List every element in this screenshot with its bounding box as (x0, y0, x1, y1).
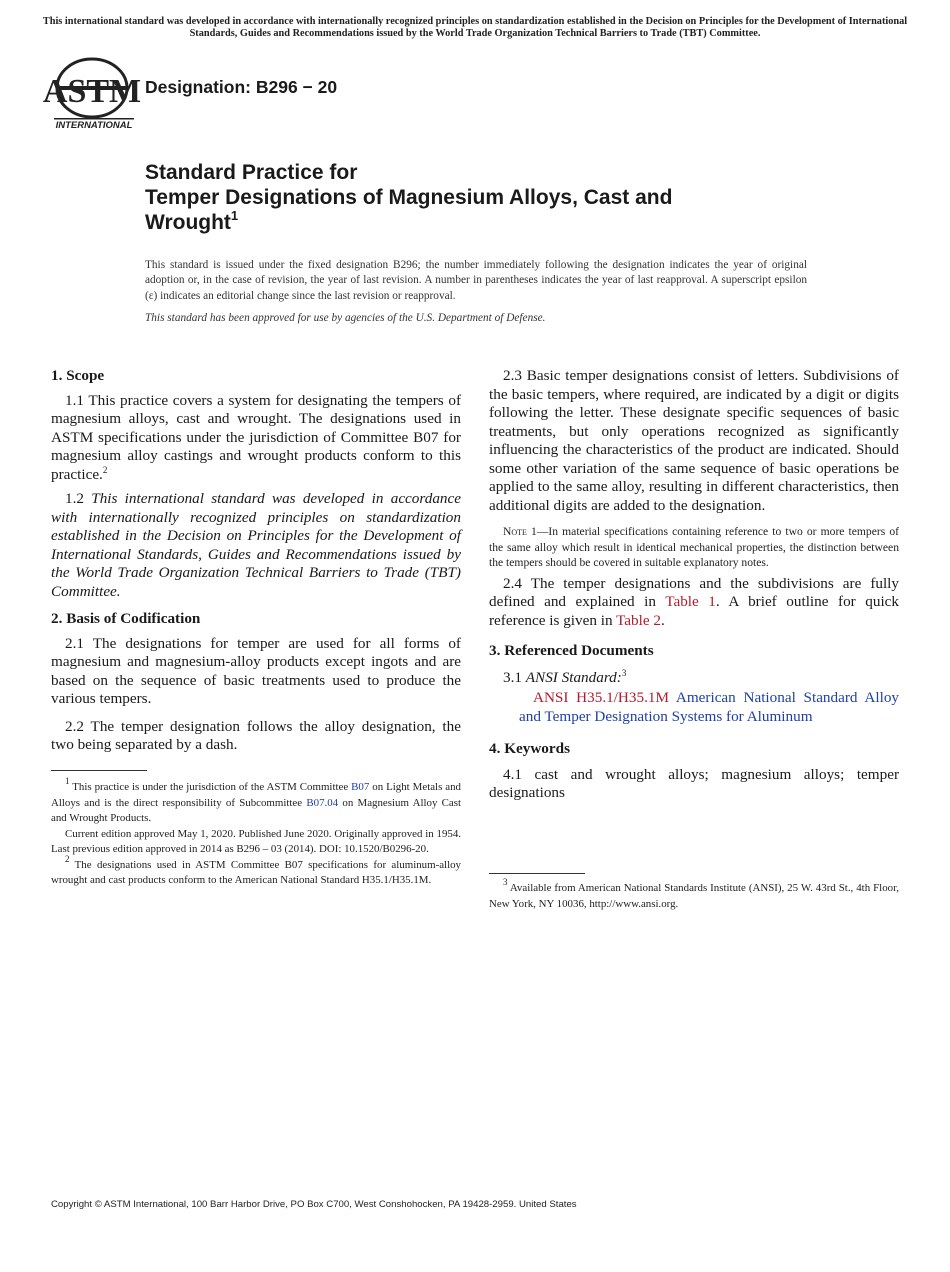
left-footnotes (51, 776, 462, 889)
right-footnotes (489, 877, 899, 912)
issue-statement: This standard is issued under the fixed designation B296; the number immediately following the designation indicates the year of original adoption or, in the case of revision, the year of last revision. A number in parentheses indicates the year of last reapproval. A superscript epsilon (ε) indicates an editorial change since the last revision or reapproval. (145, 259, 807, 302)
section-1-heading: 1. Scope (51, 367, 105, 384)
footnote-1-edition: Current edition approved May 1, 2020. Published June 2020. Originally approved in 1954. Last previous edition approved in 2014 as B296 – 03 (2014). DOI: 10.1520/B0296-20. (51, 827, 461, 855)
left-column (51, 367, 461, 761)
footnote-2: $^2$ The designations used in ASTM Committee B07 specifications for aluminum-alloy wrought and cast products conform to the American National Standard H35.1/H35.1M. (51, 853, 461, 886)
section-2-heading: 2. Basis of Codification (51, 610, 201, 627)
footnote-rule-right (489, 873, 585, 874)
astm-logo (42, 56, 142, 132)
footnote-3: $^3$ Available from American National Standards Institute (ANSI), 25 W. 43rd St., 4th Floor, New York, NY 10036, http://www.ansi.org. (489, 877, 899, 910)
right-column (489, 367, 899, 809)
copyright-footer: Copyright © ASTM International, 100 Barr Harbor Drive, PO Box C700, West Conshohocken, PA 19428-2959. United States (51, 1199, 577, 1210)
para-3-1: 3.1 ANSI Standard:$^3$ (503, 667, 627, 686)
header-notice: This international standard was developed in accordance with internationally recognized principles on standardization established in the Decision on Principles for the Development of International Standards, Guides and Recommendations issued by the World Trade Organization Technical Barriers to Trade (TBT) Committee. (42, 16, 908, 39)
logo-letters: ASTM (42, 73, 142, 110)
title-line-2: Temper Designations of Magnesium Alloys, Cast and (145, 186, 673, 209)
footnote-rule-left (51, 770, 147, 771)
designation: Designation: B296 − 20 (145, 77, 338, 97)
para-2-1: 2.1 The designations for temper are used for all forms of magnesium and magnesium-alloy products except ingots and are based on the sequence of basic treatments used to produce the various tempers. (51, 634, 461, 707)
para-2-4: 2.4 The temper designations and the subdivisions are fully defined and explained in Table 1. A brief outline for quick reference is given in Table 2. (489, 574, 900, 629)
link-table-1[interactable]: Table 1 (665, 593, 716, 610)
page-title (145, 160, 845, 235)
link-ansi-title[interactable]: American National Standard Alloy and Temper Designation Systems for Aluminum (519, 689, 900, 725)
para-2-2: 2.2 The temper designation follows the alloy designation, the two being separated by a dash. (51, 717, 461, 753)
title-footnote-mark[interactable]: 1 (230, 208, 239, 223)
footnote-ref-3[interactable]: 3 (621, 667, 627, 678)
dod-approval: This standard has been approved for use by agencies of the U.S. Department of Defense. (145, 312, 546, 324)
link-b07[interactable]: B07 (351, 781, 370, 793)
para-4-1: 4.1 cast and wrought alloys; magnesium alloys; temper designations (489, 765, 899, 801)
title-line-3: Wrought (145, 211, 231, 234)
para-1-1: 1.1 This practice covers a system for designating the tempers of magnesium alloys, cast and wrought. The designations used in ASTM specifications under the jurisdiction of Committee B07 for magnesium alloy castings and wrought products conform to this practice.$^2$ (51, 391, 461, 483)
para-1-2: 1.2 This international standard was developed in accordance with internationally recognized principles on standardization established in the Decision on Principles for the Development of International Standards, Guides and Recommendations issued by the World Trade Organization Technical Barriers to Trade (TBT) Committee. (51, 490, 462, 600)
title-line-1: Standard Practice for (145, 161, 358, 184)
section-3-heading: 3. Referenced Documents (489, 642, 654, 659)
link-ansi-code[interactable]: ANSI H35.1/H35.1M (533, 689, 669, 706)
note-1: Note 1—In material specifications containing reference to two or more tempers of the same alloy which result in identical mechanical properties, the distinction between the tempers should be covered in suitable explanatory notes. (489, 525, 899, 569)
logo-sub: INTERNATIONAL (55, 120, 133, 131)
para-2-3: 2.3 Basic temper designations consist of letters. Subdivisions of the basic tempers, where required, are indicated by a digit or digits following the letter. These designate specific sequences of basic treatments, but only operations recognized as significantly influencing the characteristics of the product are indicated. Should some other variation of the same sequence of basic operations be applied to the same alloy, resulting in different characteristics, then additional digits are added to the designation. (489, 367, 899, 514)
footnote-ref-2[interactable]: 2 (102, 464, 108, 475)
section-4-heading: 4. Keywords (489, 740, 570, 757)
link-b07-04[interactable]: B07.04 (306, 796, 339, 809)
footnote-1: $^1$ This practice is under the jurisdiction of the ASTM Committee B07 on Light Metals and Alloys and is the direct responsibility of Subcommittee B07.04 on Magnesium Alloy Cast and Wrought Products. (51, 776, 462, 824)
ansi-reference (489, 689, 899, 726)
link-table-2[interactable]: Table 2 (616, 611, 661, 629)
